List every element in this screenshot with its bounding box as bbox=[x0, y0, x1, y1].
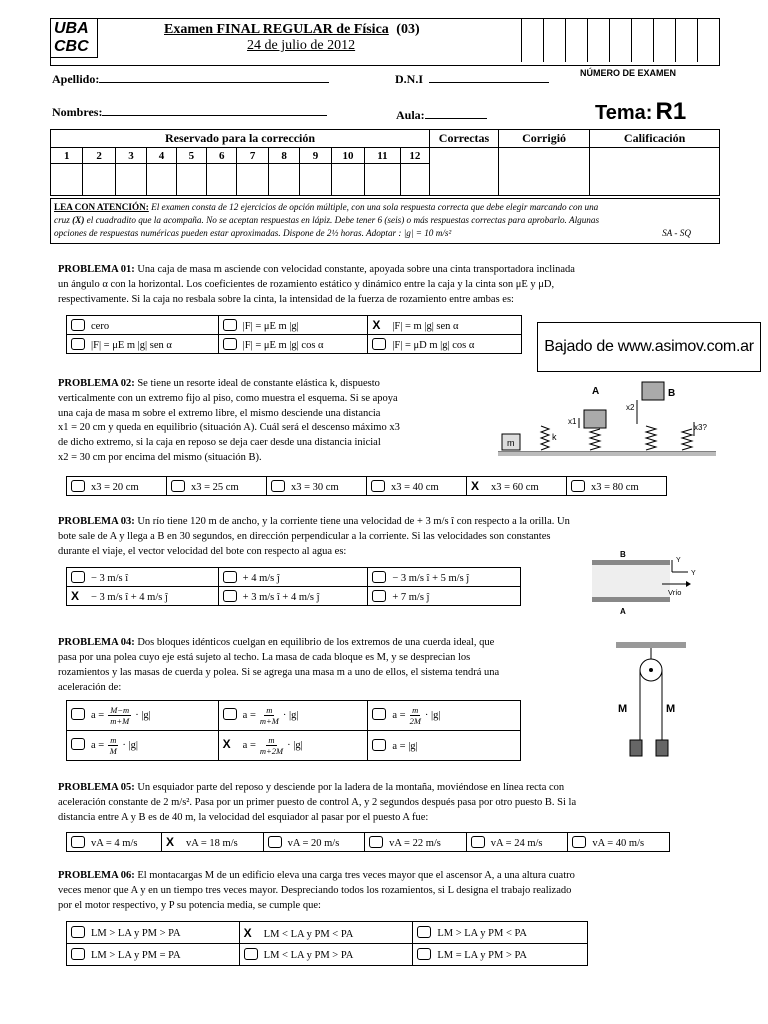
river-diagram bbox=[590, 548, 702, 618]
p04-option-f[interactable] bbox=[368, 731, 521, 761]
checkbox[interactable] bbox=[271, 480, 285, 492]
formula bbox=[243, 735, 303, 756]
formula-tail: · |g| bbox=[122, 740, 138, 751]
formula-lhs: a = |g| bbox=[392, 741, 418, 753]
box-a bbox=[584, 410, 606, 428]
spring-a bbox=[590, 429, 600, 450]
p03-option-f[interactable]: + 7 m/s ĵ bbox=[368, 587, 521, 606]
label-a: A bbox=[592, 386, 600, 397]
p03-option-c[interactable]: − 3 m/s î + 5 m/s ĵ bbox=[368, 568, 521, 587]
checkbox[interactable] bbox=[223, 338, 237, 350]
checkbox[interactable] bbox=[223, 708, 237, 720]
pulley-diagram bbox=[614, 640, 690, 760]
apellido-field[interactable] bbox=[99, 82, 329, 83]
checkbox[interactable] bbox=[71, 571, 85, 583]
label-k: k bbox=[552, 432, 557, 442]
p02-option-d[interactable]: x3 = 40 cm bbox=[367, 477, 467, 496]
spring-diagram bbox=[496, 380, 720, 458]
p01-option-d[interactable]: |F| = μE m |g| sen α bbox=[67, 335, 219, 354]
logo-cbc: CBC bbox=[54, 38, 89, 55]
p06-option-a[interactable]: LM > LA y PM > PA bbox=[67, 922, 240, 944]
aula-field[interactable] bbox=[425, 118, 487, 119]
spring-b bbox=[646, 426, 656, 450]
label-axis-y: Y bbox=[676, 557, 681, 564]
checkbox[interactable] bbox=[372, 590, 386, 602]
checkbox[interactable] bbox=[244, 948, 258, 960]
problem-02-options bbox=[66, 476, 667, 496]
p06-option-d[interactable]: LM > LA y PM = PA bbox=[67, 944, 240, 966]
dni-field[interactable] bbox=[429, 82, 549, 83]
p06-option-f[interactable]: LM = LA y PM > PA bbox=[413, 944, 588, 966]
x-mark-icon: X bbox=[372, 318, 381, 332]
denominator: m+M bbox=[110, 716, 130, 726]
formula bbox=[91, 705, 151, 726]
formula-lhs: a = bbox=[91, 740, 105, 751]
checkbox[interactable] bbox=[371, 480, 385, 492]
bank-top bbox=[592, 560, 670, 565]
logo-uba: UBA bbox=[54, 20, 89, 37]
numerator: m bbox=[268, 735, 275, 745]
formula-tail: · |g| bbox=[135, 710, 151, 721]
p01-option-e[interactable]: |F| = μE m |g| cos α bbox=[218, 335, 368, 354]
problem-01-options bbox=[66, 315, 522, 354]
spring-3 bbox=[682, 429, 692, 450]
checkbox[interactable] bbox=[572, 836, 586, 848]
fraction bbox=[260, 735, 283, 756]
p05-option-f[interactable]: vA = 40 m/s bbox=[568, 833, 670, 852]
checkbox[interactable] bbox=[372, 739, 386, 751]
checkbox[interactable] bbox=[71, 319, 85, 331]
checkbox[interactable] bbox=[171, 480, 185, 492]
exam-date: 24 de julio de 2012 bbox=[247, 38, 356, 53]
p02-option-a[interactable]: x3 = 20 cm bbox=[67, 477, 167, 496]
arrow-head-icon bbox=[686, 581, 691, 587]
p06-option-c[interactable]: LM > LA y PM < PA bbox=[413, 922, 588, 944]
problem-04-text: PROBLEMA 04: Dos bloques idénticos cuelgan en equilibrio de los extremos de una cuerda ideal, que pasa por una polea cuyo eje está sujeto al techo. La masa de cada bloque es M, y se desprecian los rozamientos y las masas de cuerda y polea. Si se agrega una masa m a uno de ellos, el sistema tendrá una aceleración de: bbox=[58, 637, 500, 693]
formula-lhs: a = bbox=[242, 710, 256, 721]
corrigio-header: Corrigió bbox=[498, 130, 589, 148]
spring-1 bbox=[541, 426, 549, 450]
fraction bbox=[260, 705, 279, 726]
p04-option-e[interactable] bbox=[218, 731, 368, 761]
checkbox[interactable] bbox=[369, 836, 383, 848]
label-a: A bbox=[620, 607, 626, 616]
aula-label: Aula: bbox=[396, 108, 487, 123]
label-x1: x1 bbox=[568, 417, 577, 426]
denominator: 2M bbox=[409, 716, 421, 726]
correction-grid bbox=[50, 129, 720, 196]
apellido-label: Apellido: bbox=[52, 72, 329, 87]
p05-option-a[interactable]: vA = 4 m/s bbox=[67, 833, 162, 852]
formula-lhs: a = bbox=[91, 710, 105, 721]
checkbox[interactable] bbox=[223, 571, 237, 583]
block-left bbox=[630, 740, 642, 756]
problem-04-options bbox=[66, 700, 521, 761]
problem-01-text: PROBLEMA 01: Una caja de masa m asciende con velocidad constante, apoyada sobre una cinta transportadora inclinada un ángulo α con la horizontal. Los coeficientes de rozamiento estático y dinámico entre la caja y la cinta son μE y μD, respectivamente. Si la caja no resbala sobre la cinta, la intensidad de la fuerza de rozamiento entre ambas es: bbox=[58, 264, 575, 305]
p02-option-b[interactable]: x3 = 25 cm bbox=[167, 477, 267, 496]
problem-06-text: PROBLEMA 06: El montacargas M de un edificio eleva una carga tres veces mayor que el ascensor A, a una altura cuatro veces menor que A y en un tiempo tres veces mayor. Despreciando todos los rozamientos, si L designa el trabajo realizado por el motor respectivo, y P su potencia media, se cumple que: bbox=[58, 870, 575, 911]
p06-option-b[interactable]: X LM < LA y PM < PA bbox=[239, 922, 413, 944]
p05-option-c[interactable]: vA = 20 m/s bbox=[263, 833, 365, 852]
calificacion-cell[interactable] bbox=[590, 148, 720, 196]
nombres-field[interactable] bbox=[102, 115, 327, 116]
label-m-left: M bbox=[618, 703, 628, 715]
bank-bottom bbox=[592, 597, 670, 602]
numerator: m bbox=[266, 705, 273, 715]
fraction bbox=[410, 705, 421, 726]
p03-option-e[interactable]: + 3 m/s î + 4 m/s ĵ bbox=[218, 587, 368, 606]
x-mark-icon: X bbox=[243, 925, 252, 940]
p02-option-e[interactable]: X x3 = 60 cm bbox=[467, 477, 567, 496]
checkbox[interactable] bbox=[471, 836, 485, 848]
numero-examen-label: NÚMERO DE EXAMEN bbox=[580, 68, 677, 78]
p03-option-d[interactable]: X − 3 m/s î + 4 m/s ĵ bbox=[67, 587, 219, 606]
formula bbox=[91, 735, 138, 756]
p05-option-d[interactable]: vA = 22 m/s bbox=[365, 833, 467, 852]
formula-tail: · |g| bbox=[424, 710, 441, 721]
river-water bbox=[592, 565, 670, 597]
x-mark-icon: X bbox=[222, 736, 231, 751]
p04-option-a[interactable] bbox=[67, 701, 219, 731]
nombres-label: Nombres: bbox=[52, 105, 327, 120]
checkbox[interactable] bbox=[71, 708, 85, 720]
p03-option-b[interactable]: + 4 m/s ĵ bbox=[218, 568, 368, 587]
exam-number-boxes[interactable] bbox=[521, 18, 720, 62]
checkbox[interactable] bbox=[71, 338, 85, 350]
label-b: B bbox=[620, 550, 626, 559]
pulley-center bbox=[649, 668, 653, 672]
exam-title: Examen FINAL REGULAR de Física (03) bbox=[164, 22, 420, 37]
numerator: m bbox=[412, 705, 419, 715]
checkbox[interactable] bbox=[417, 926, 431, 938]
label-axis-x: Y bbox=[691, 570, 696, 577]
dni-label: D.N.I bbox=[395, 72, 549, 87]
x-mark-icon: X bbox=[71, 589, 80, 603]
p01-option-f[interactable]: |F| = μD m |g| cos α bbox=[368, 335, 522, 354]
correctas-cell[interactable] bbox=[430, 148, 499, 196]
formula bbox=[392, 741, 417, 752]
problem-03-options bbox=[66, 567, 521, 606]
watermark-box: Bajado de www.asimov.com.ar bbox=[537, 322, 761, 372]
fraction bbox=[108, 705, 131, 726]
checkbox[interactable] bbox=[268, 836, 282, 848]
p04-option-d[interactable] bbox=[67, 731, 219, 761]
p01-option-b[interactable]: |F| = μE m |g| bbox=[218, 316, 368, 335]
calificacion-header: Calificación bbox=[590, 130, 720, 148]
p05-option-e[interactable]: vA = 24 m/s bbox=[466, 833, 568, 852]
checkbox[interactable] bbox=[372, 338, 386, 350]
p02-option-f[interactable]: x3 = 80 cm bbox=[567, 477, 667, 496]
problem-06-options bbox=[66, 921, 588, 966]
p06-option-e[interactable]: LM < LA y PM > PA bbox=[239, 944, 413, 966]
checkbox[interactable] bbox=[71, 926, 85, 938]
p02-option-c[interactable]: x3 = 30 cm bbox=[267, 477, 367, 496]
checkbox[interactable] bbox=[71, 948, 85, 960]
formula-tail: · |g| bbox=[282, 710, 299, 721]
p04-option-b[interactable] bbox=[218, 701, 368, 731]
ground-hatch bbox=[498, 452, 716, 456]
numerator: m bbox=[110, 735, 117, 745]
checkbox[interactable] bbox=[372, 708, 386, 720]
question-numbers-row: 1 2 3 4 5 6 7 8 9 10 11 12 bbox=[51, 148, 720, 164]
p05-option-b[interactable]: X vA = 18 m/s bbox=[161, 833, 263, 852]
numerator: M−m bbox=[110, 705, 130, 715]
correctas-header: Correctas bbox=[430, 130, 499, 148]
block-right bbox=[656, 740, 668, 756]
formula-tail: · |g| bbox=[287, 740, 303, 751]
formula bbox=[243, 705, 299, 726]
label-vrio: Vrío bbox=[668, 588, 682, 597]
label-m: m bbox=[507, 438, 515, 448]
p04-option-c[interactable] bbox=[368, 701, 521, 731]
fraction bbox=[108, 735, 118, 756]
checkbox[interactable] bbox=[71, 738, 85, 750]
x-mark-icon: X bbox=[471, 479, 480, 493]
label-x2: x2 bbox=[626, 403, 635, 412]
box-b bbox=[642, 382, 664, 400]
checkbox[interactable] bbox=[417, 948, 431, 960]
corrigio-cell[interactable] bbox=[498, 148, 589, 196]
checkbox[interactable] bbox=[71, 836, 85, 848]
problem-05-options bbox=[66, 832, 670, 852]
instructions-box: LEA CON ATENCIÓN: El examen consta de 12 ejercicios de opción múltiple, con una sola respuesta correcta que debe elegir marcando con una cruz (X) el cuadradito que la acompaña. No se aceptan respuestas en lápiz. Debe tener 6 (seis) o más respuestas correctas para aprobarlo. Algunas opciones de respuestas numéricas pueden estar aproximadas. Dispone de 2½ horas. Adoptar : |g| = 10 m/s² SA - SQ bbox=[50, 198, 720, 244]
checkbox[interactable] bbox=[223, 319, 237, 331]
x-mark-icon: X bbox=[165, 835, 174, 849]
tema-label: Tema: R1 bbox=[595, 98, 687, 125]
label-x3: x3? bbox=[694, 423, 707, 432]
p03-option-a[interactable]: − 3 m/s î bbox=[67, 568, 219, 587]
p01-option-c[interactable]: X |F| = m |g| sen α bbox=[368, 316, 522, 335]
reserved-header: Reservado para la corrección bbox=[51, 130, 430, 148]
formula-lhs: a = bbox=[242, 740, 256, 751]
checkbox[interactable] bbox=[571, 480, 585, 492]
denominator: M bbox=[109, 746, 117, 756]
label-b: B bbox=[668, 388, 676, 399]
p01-option-a[interactable]: cero bbox=[67, 316, 219, 335]
formula bbox=[392, 705, 440, 726]
problem-02-text: PROBLEMA 02: Se tiene un resorte ideal de constante elástica k, dispuesto verticalmente con un extremo fijo al piso, como muestra el esquema. Si se apoya una caja de masa m sobre el extremo libre, el mismo desciende una distancia x1 = 20 cm y queda en equilibrio (situación A). Cuál será el descenso máximo x3 de dicho extremo, si la caja en reposo se deja caer desde una distancia inicial x2 = 30 cm por encima del mismo (situación B). bbox=[58, 378, 400, 463]
ceiling bbox=[616, 642, 686, 648]
label-m-right: M bbox=[666, 703, 676, 715]
denominator: m+M bbox=[259, 716, 279, 726]
problem-03-text: PROBLEMA 03: Un río tiene 120 m de ancho, y la corriente tiene una velocidad de + 3 m/s î con respecto a la orilla. Un bote sale de A y llega a B en 30 segundos, en dirección perpendicular a la corriente. Si las velocidades son constantes durante el viaje, el vector velocidad del bote con respecto al agua es: bbox=[58, 516, 570, 557]
checkbox[interactable] bbox=[372, 571, 386, 583]
formula-lhs: a = bbox=[392, 710, 406, 721]
checkbox[interactable] bbox=[71, 480, 85, 492]
denominator: m+2M bbox=[259, 746, 284, 756]
problem-05-text: PROBLEMA 05: Un esquiador parte del reposo y desciende por la ladera de la montaña, moviéndose en línea recta con aceleración constante de 2 m/s². Pasa por un primer puesto de control A, y 2 segundos después pasa por otro puesto B. Si la distancia entre A y B es de 40 m, la velocidad del esquiador al pasar por el puesto A fue: bbox=[58, 782, 577, 823]
checkbox[interactable] bbox=[223, 590, 237, 602]
